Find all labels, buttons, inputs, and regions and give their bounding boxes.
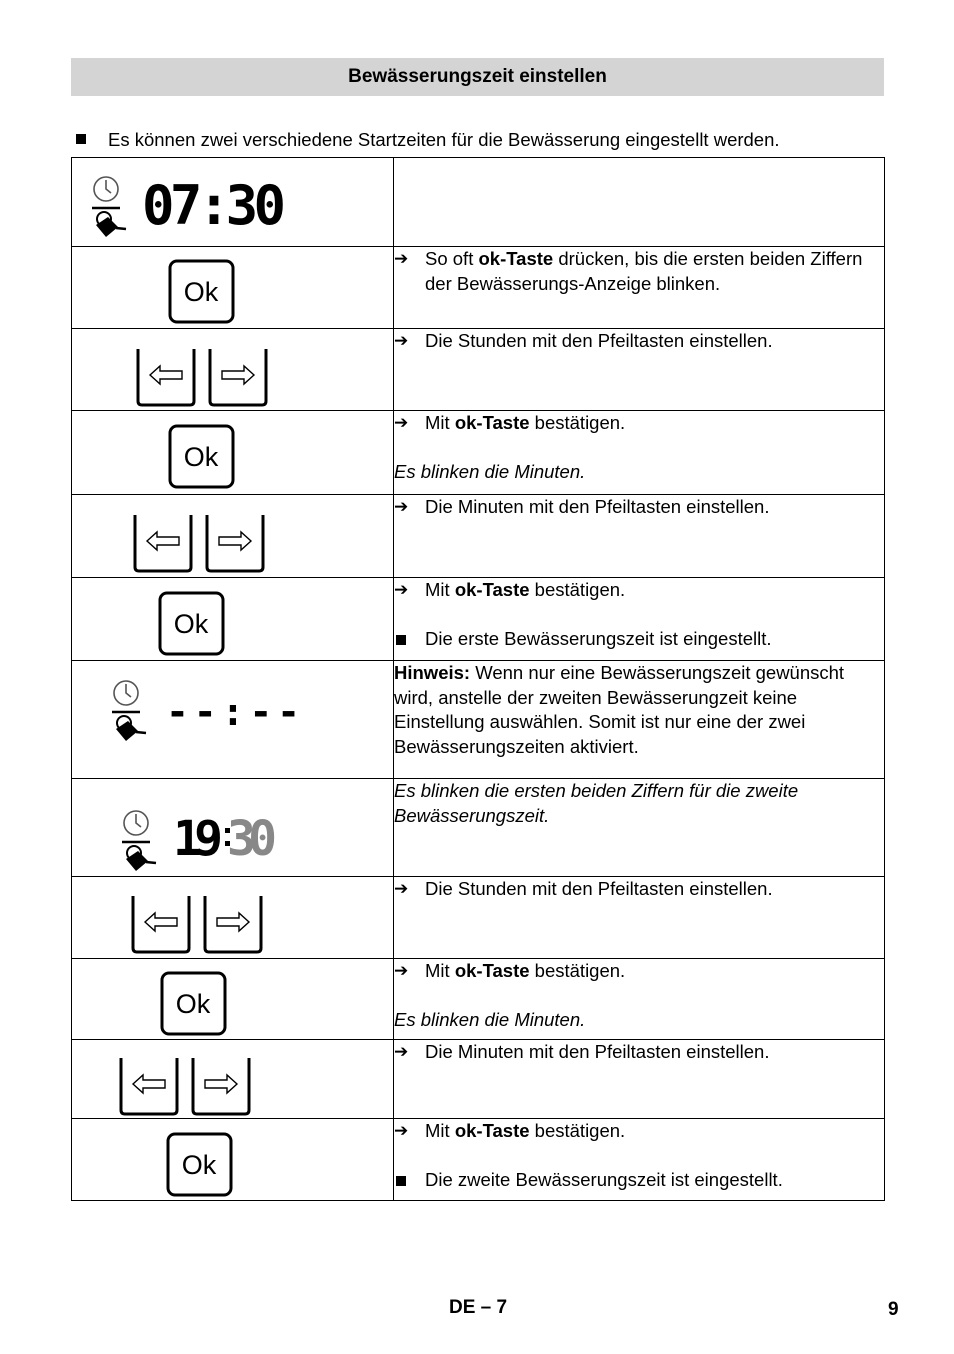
right-arrow-icon: ➔ (394, 497, 409, 516)
lcd-display (140, 180, 290, 228)
icon-cell (72, 779, 394, 877)
step-text: bestätigen. (529, 1120, 626, 1141)
text-cell (394, 1119, 885, 1201)
right-arrow-icon: ➔ (394, 580, 409, 599)
step-text: bestätigen. (529, 412, 626, 433)
text-cell (394, 158, 885, 247)
text-cell (394, 877, 885, 959)
ok-key-label: Ok (173, 609, 209, 639)
right-arrow-icon: ➔ (394, 879, 409, 898)
step-text: So oft (425, 248, 479, 269)
bullet-square-icon (394, 1168, 425, 1193)
step-row (72, 329, 885, 411)
ok-key (168, 424, 236, 490)
step-text: Mit (425, 412, 455, 433)
text-cell (394, 779, 885, 877)
icon-cell (72, 247, 394, 329)
footer-page-number: 9 (888, 1299, 899, 1320)
lcd-hours: 19 (173, 815, 223, 859)
arrow-keys-icon (130, 892, 266, 956)
lcd-digits: 07:30 (142, 180, 286, 228)
text-cell (394, 1040, 885, 1119)
step-row (72, 247, 885, 329)
key-name: ok-Taste (454, 1120, 530, 1141)
step-text: Mit (425, 1120, 455, 1141)
note-text: Es blinken die Minuten. (394, 1008, 586, 1030)
ok-key-label: Ok (183, 277, 219, 307)
step-row (72, 495, 885, 578)
arrow-keys-icon (132, 511, 268, 575)
icon-cell (72, 158, 394, 247)
step-text: Die Minuten mit den Pfeiltasten einstellen. (425, 1041, 770, 1062)
steps-table (71, 157, 885, 1201)
step-row (72, 1119, 885, 1201)
arrow-keys-icon (135, 345, 271, 409)
ok-key (158, 591, 226, 657)
step-row (72, 779, 885, 877)
icon-cell (72, 959, 394, 1040)
key-name: ok-Taste (454, 579, 530, 600)
text-cell (394, 329, 885, 411)
step-row (72, 411, 885, 495)
note-text: Es blinken die Minuten. (394, 460, 586, 482)
right-arrow-icon: ➔ (394, 331, 409, 350)
icon-cell (72, 495, 394, 578)
clock-watering-icon (110, 679, 150, 749)
text-cell (394, 411, 885, 495)
lcd-display (172, 815, 282, 859)
ok-key (160, 971, 228, 1037)
lcd-display (164, 697, 304, 731)
ok-key (166, 1132, 234, 1198)
intro-line (76, 129, 876, 151)
right-arrow-icon: ➔ (394, 1042, 409, 1061)
section-title: Bewässerungszeit einstellen (71, 58, 884, 96)
step-text: bestätigen. (529, 960, 626, 981)
key-name: ok-Taste (454, 412, 530, 433)
icon-cell (72, 1040, 394, 1119)
lcd-digits: --:-- (166, 697, 300, 731)
step-text: Mit (425, 579, 455, 600)
right-arrow-icon: ➔ (394, 413, 409, 432)
step-text: Mit (425, 960, 455, 981)
icon-cell (72, 329, 394, 411)
right-arrow-icon: ➔ (394, 1121, 409, 1140)
note-text: Es blinken die ersten beiden Ziffern für die zweite Bewässerungszeit. (394, 780, 799, 826)
clock-watering-icon (90, 175, 130, 245)
hint-text: Wenn nur eine Bewässerungszeit gewünscht wird, anstelle der zweiten Bewässerungzeit keine Einstellung auswählen. Somit ist nur eine der zwei Bewässerungszeiten aktiviert. (394, 662, 845, 757)
right-arrow-icon: ➔ (394, 961, 409, 980)
footer-language-page: DE – 7 (449, 1297, 508, 1318)
key-name: ok-Taste (454, 960, 530, 981)
result-text: Die erste Bewässerungszeit ist eingestellt. (425, 627, 772, 649)
clock-watering-icon (120, 809, 160, 879)
ok-key-label: Ok (183, 442, 219, 472)
step-text: Die Stunden mit den Pfeiltasten einstellen. (425, 878, 773, 899)
icon-cell (72, 578, 394, 661)
text-cell (394, 661, 885, 779)
lcd-minutes: 30 (227, 815, 277, 859)
ok-key-label: Ok (175, 989, 211, 1019)
ok-key-label: Ok (181, 1150, 217, 1180)
icon-cell (72, 1119, 394, 1201)
result-text: Die zweite Bewässerungszeit ist eingestellt. (425, 1168, 783, 1190)
step-row (72, 1040, 885, 1119)
intro-text: Es können zwei verschiedene Startzeiten für die Bewässerung eingestellt werden. (108, 129, 780, 150)
bullet-square-icon (76, 134, 86, 144)
arrow-keys-icon (118, 1054, 254, 1118)
text-cell (394, 495, 885, 578)
step-row (72, 578, 885, 661)
icon-cell (72, 661, 394, 779)
step-text: bestätigen. (529, 579, 626, 600)
icon-cell (72, 877, 394, 959)
bullet-square-icon (394, 627, 425, 652)
text-cell (394, 578, 885, 661)
text-cell (394, 959, 885, 1040)
step-row (72, 877, 885, 959)
step-text: Die Stunden mit den Pfeiltasten einstellen. (425, 330, 773, 351)
key-name: ok-Taste (478, 248, 554, 269)
step-text: drücken, bis die ersten beiden Ziffern der Bewässerungs-Anzeige blinken. (425, 248, 863, 294)
icon-cell (72, 411, 394, 495)
text-cell (394, 247, 885, 329)
right-arrow-icon: ➔ (394, 249, 409, 268)
hint-label: Hinweis: (394, 662, 471, 683)
ok-key (168, 259, 236, 325)
step-row (72, 959, 885, 1040)
step-row (72, 661, 885, 779)
step-text: Die Minuten mit den Pfeiltasten einstellen. (425, 496, 770, 517)
step-row (72, 158, 885, 247)
